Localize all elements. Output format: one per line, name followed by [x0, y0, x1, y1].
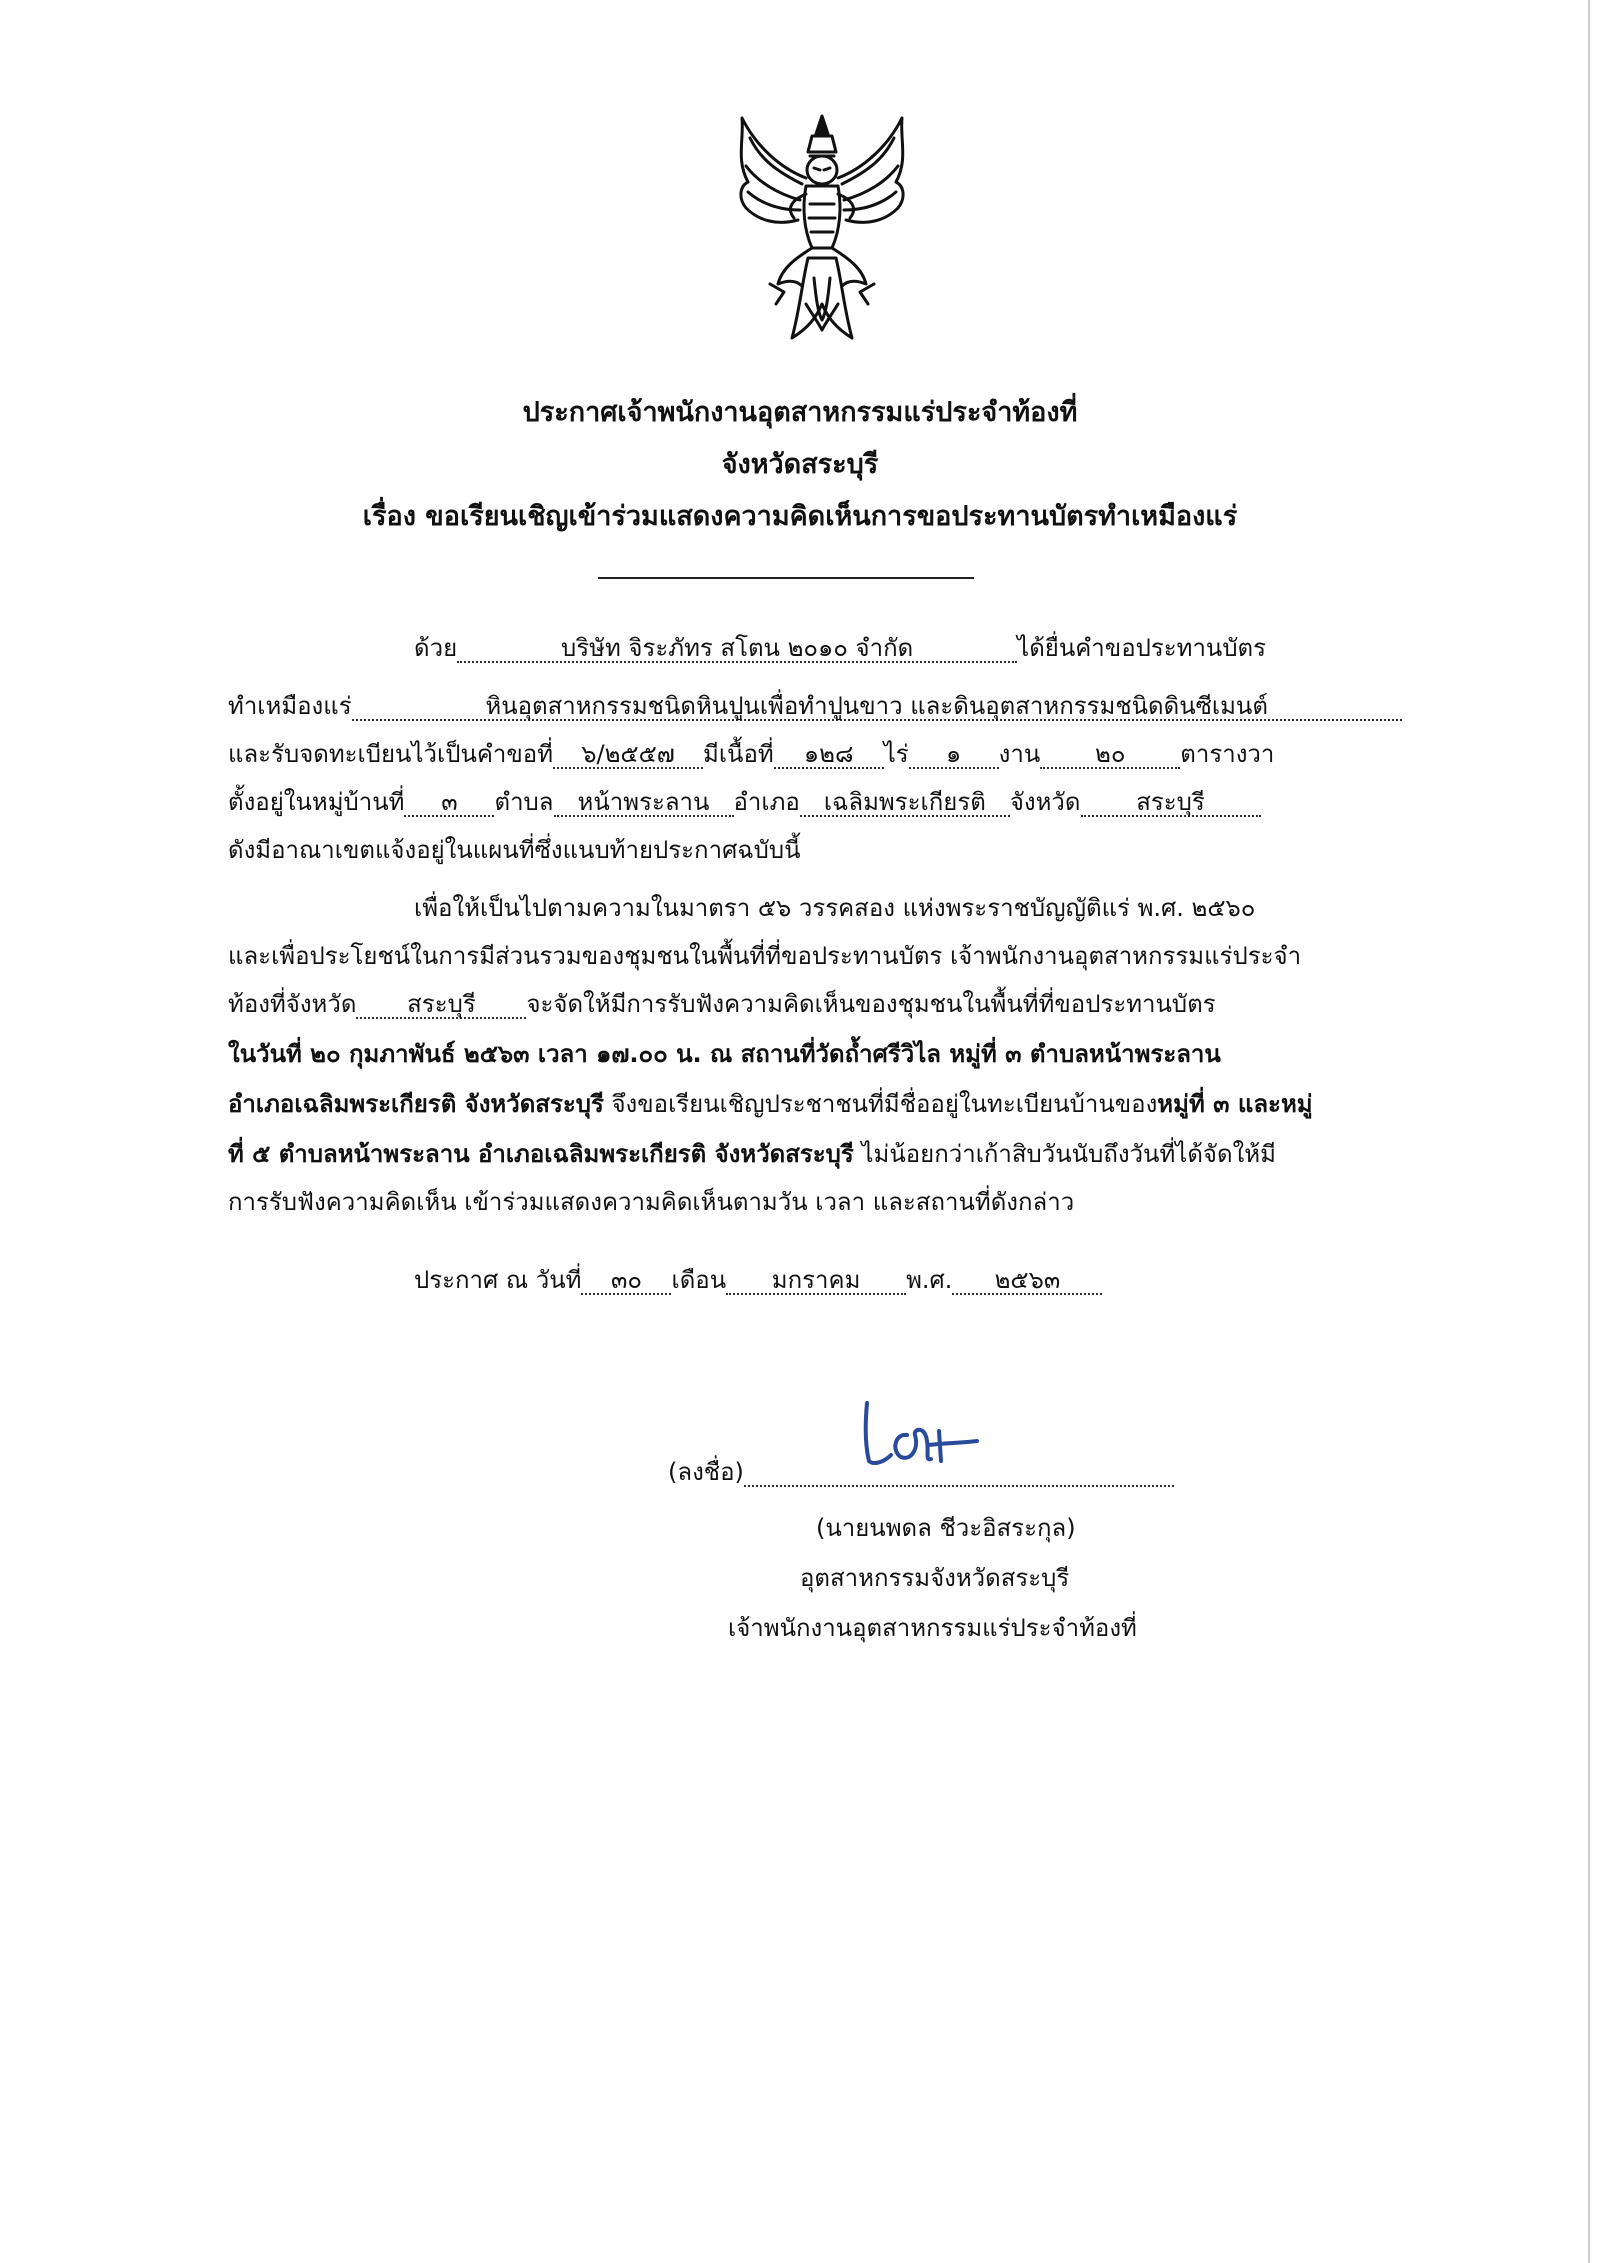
signer-authority: เจ้าพนักงานอุตสาหกรรมแร่ประจำท้องที่: [728, 1614, 1137, 1642]
signer-name: (นายนพดล ชีวะอิสระกุล): [816, 1514, 1076, 1542]
year-field: ๒๕๖๓: [952, 1267, 1102, 1295]
para2-line3: ท้องที่จังหวัด สระบุรี จะจัดให้มีการรับฟังความคิดเห็นของชุมชนในพื้นที่ที่ขอประทานบัตร: [228, 990, 1216, 1018]
para2-line2: และเพื่อประโยชน์ในการมีส่วนรวมของชุมชนในพื้นที่ที่ขอประทานบัตร เจ้าพนักงานอุตสาหกรรมแร่ประจำ: [228, 942, 1302, 970]
page-edge: [1588, 0, 1590, 2263]
announcement-title: ประกาศเจ้าพนักงานอุตสาหกรรมแร่ประจำท้องที่: [522, 397, 1078, 428]
province-title: จังหวัดสระบุรี: [721, 449, 879, 480]
para1-line4: ตั้งอยู่ในหมู่บ้านที่ ๓ ตำบล หน้าพระลาน อำเภอ เฉลิมพระเกียรติ จังหวัด สระบุรี: [228, 786, 1261, 818]
para1-line1: ด้วย บริษัท จิระภัทร สโตน ๒๐๑๐ จำกัด ได้ยื่นคำขอประทานบัตร: [414, 634, 1267, 662]
subdistrict-field: หน้าพระลาน: [554, 789, 734, 817]
para2-line5: อำเภอเฉลิมพระเกียรติ จังหวัดสระบุรี จึงขอเรียนเชิญประชาชนที่มีชื่ออยู่ในทะเบียนบ้านของหมู่ที่ ๓ และหมู่: [228, 1090, 1313, 1118]
garuda-emblem-icon: [722, 108, 922, 348]
signer-position: อุตสาหกรรมจังหวัดสระบุรี: [800, 1564, 1070, 1592]
para1-line5: ดังมีอาณาเขตแจ้งอยู่ในแผนที่ซึ่งแนบท้ายประกาศฉบับนี้: [228, 836, 801, 864]
para1-line2: ทำเหมืองแร่ หินอุตสาหกรรมชนิดหินปูนเพื่อทำปูนขาว และดินอุตสาหกรรมชนิดดินซีเมนต์: [228, 690, 1402, 722]
announcement-date-line: ประกาศ ณ วันที่ ๓๐ เดือน มกราคม พ.ศ. ๒๕๖๓: [414, 1264, 1102, 1296]
district-field: เฉลิมพระเกียรติ: [800, 789, 1010, 817]
para2-line6: ที่ ๕ ตำบลหน้าพระลาน อำเภอเฉลิมพระเกียรติ จังหวัดสระบุรี ไม่น้อยกว่าเก้าสิบวันนับถึงวันที่ได้จัดให้มี: [228, 1140, 1276, 1168]
signature-line: (ลงชื่อ): [668, 1456, 1174, 1488]
announce-province-field: สระบุรี: [356, 991, 526, 1019]
company-name-field: บริษัท จิระภัทร สโตน ๒๐๑๐ จำกัด: [457, 635, 1017, 663]
day-field: ๓๐: [581, 1267, 671, 1295]
wa-field: ๒๐: [1040, 741, 1180, 769]
village-number-field: ๓: [404, 789, 494, 817]
para1-line3: และรับจดทะเบียนไว้เป็นคำขอที่ ๖/๒๕๕๗ มีเนื้อที่ ๑๒๘ ไร่ ๑ งาน ๒๐ ตารางวา: [228, 740, 1275, 768]
para2-line7: การรับฟังความคิดเห็น เข้าร่วมแสดงความคิดเห็นตามวัน เวลา และสถานที่ดังกล่าว: [228, 1188, 1075, 1216]
month-field: มกราคม: [726, 1267, 906, 1295]
rai-field: ๑๒๘: [774, 741, 884, 769]
ngan-field: ๑: [909, 741, 999, 769]
minerals-field: หินอุตสาหกรรมชนิดหินปูนเพื่อทำปูนขาว และดินอุตสาหกรรมชนิดดินซีเมนต์: [352, 693, 1402, 721]
hearing-date-line: ในวันที่ ๒๐ กุมภาพันธ์ ๒๕๖๓ เวลา ๑๗.๐๐ น. ณ สถานที่วัดถ้ำศรีวิไล หมู่ที่ ๓ ตำบลหน้าพระลาน: [228, 1040, 1221, 1068]
para2-line1: เพื่อให้เป็นไปตามความในมาตรา ๕๖ วรรคสอง แห่งพระราชบัญญัติแร่ พ.ศ. ๒๕๖๐: [414, 894, 1256, 922]
request-number-field: ๖/๒๕๕๗: [553, 741, 703, 769]
signature-dotted-field: [744, 1459, 1174, 1487]
heading-divider: [598, 577, 974, 579]
province-field: สระบุรี: [1081, 789, 1261, 817]
subject-line: เรื่อง ขอเรียนเชิญเข้าร่วมแสดงความคิดเห็นการขอประทานบัตรทำเหมืองแร่: [362, 501, 1238, 532]
